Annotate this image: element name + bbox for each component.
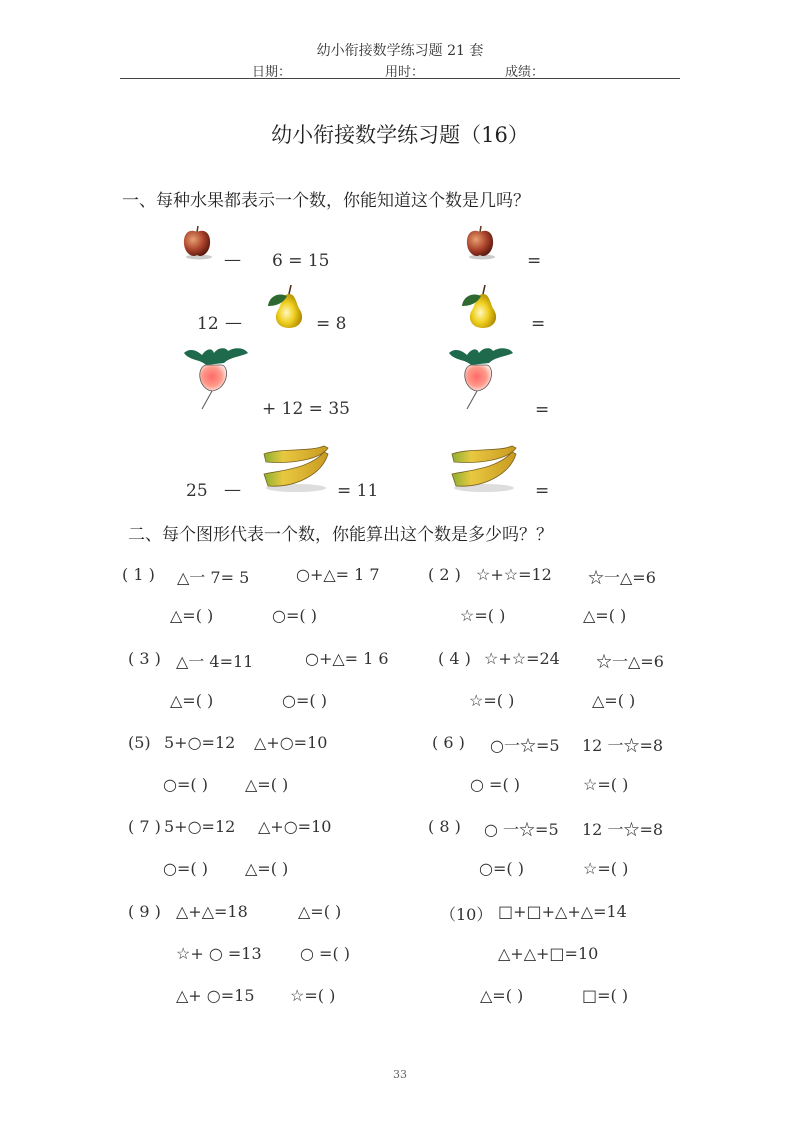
problem9-eq2: ☆+ ○ =13 [176,944,262,963]
series-title: 幼小衔接数学练习题 21 套 [316,43,484,59]
problem9-number: ( 9 ) [128,902,161,921]
problem6-answer1: ○ =( ) [470,775,521,794]
problem10-answer1: △=( ) [480,986,524,1005]
problem2-answer2: △=( ) [583,606,627,625]
problem7-number: ( 7 ) [128,817,161,836]
section1-heading: 一、每种水果都表示一个数，你能知道这个数是几吗？ [122,191,530,211]
row1-answer: = [527,251,542,271]
problem2-answer1: ☆=( ) [460,606,506,625]
problem7-eq1: 5+○=12 [164,817,236,836]
problem8-number: ( 8 ) [428,817,461,836]
problem4-answer1: ☆=( ) [469,691,515,710]
problem5-answer2: △=( ) [245,775,289,794]
problem2-number: ( 2 ) [428,565,461,584]
problem4-number: ( 4 ) [438,649,471,668]
problem7-answer1: ○=( ) [163,859,208,878]
problem9-eq1: △+△=18 [176,902,248,921]
problem6-answer2: ☆=( ) [583,775,629,794]
row2-answer: = [531,314,546,334]
problem8-eq1: ○ 一☆=5 [484,820,559,839]
problem2-eq2: ☆一△=6 [588,568,656,587]
date-label: 日期： [252,65,292,80]
problem1-answer1: △=( ) [170,606,214,625]
problem10-eq2: △+△+□=10 [498,944,599,963]
page-title: 幼小衔接数学练习题（16） [271,123,529,147]
row4-left-number: 25 [186,481,208,501]
problem10-answer2: □=( ) [582,986,629,1005]
pear-icon [459,282,499,330]
problem4-eq2: ☆一△=6 [596,652,664,671]
problem1-answer2: ○=( ) [272,606,317,625]
problem3-eq2: ○+△= 1 6 [305,649,389,668]
header-divider [120,78,680,79]
pear-icon [265,282,305,330]
row3-equation: + 12 = 35 [262,399,350,419]
problem8-eq2: 12 一☆=8 [582,820,664,839]
problem9-answer1: △=( ) [298,902,342,921]
radish-icon [441,345,517,415]
problem10-eq1: □+□+△+△=14 [498,902,627,921]
problem3-eq1: △一 4=11 [176,652,254,671]
problem7-answer2: △=( ) [245,859,289,878]
row4-equation: = 11 [337,481,379,501]
problem4-eq1: ☆+☆=24 [484,649,560,668]
row2-left-number: 12 [197,314,219,334]
banana-icon [448,442,520,494]
problem4-answer2: △=( ) [592,691,636,710]
row4-operator: — [224,480,241,500]
problem3-number: ( 3 ) [128,649,161,668]
problem9-eq3: △+ ○=15 [176,986,255,1005]
row4-answer: = [535,481,550,501]
radish-icon [176,345,252,415]
apple-icon [181,224,213,260]
problem8-answer1: ○=( ) [479,859,524,878]
problem1-eq2: ○+△= 1 7 [296,565,380,584]
problem1-number: ( 1 ) [122,565,155,584]
row1-operator: — [224,250,241,270]
problem2-eq1: ☆+☆=12 [476,565,552,584]
apple-icon [464,224,496,260]
page-number: 33 [393,1068,407,1081]
problem8-answer2: ☆=( ) [583,859,629,878]
problem1-eq1: △一 7= 5 [177,568,250,587]
problem9-answer3: ☆=( ) [290,986,336,1005]
problem10-number: （10） [440,905,493,924]
problem5-answer1: ○=( ) [163,775,208,794]
problem3-answer2: ○=( ) [282,691,327,710]
row3-answer: = [535,400,550,420]
score-label: 成绩： [505,65,545,80]
row1-equation: 6 = 15 [272,251,330,271]
row2-operator: — [225,313,242,333]
banana-icon [260,442,332,494]
time-label: 用时： [385,65,425,80]
problem3-answer1: △=( ) [170,691,214,710]
problem7-eq2: △+○=10 [258,817,332,836]
problem5-eq1: 5+○=12 [164,733,236,752]
problem6-eq2: 12 一☆=8 [582,736,664,755]
row2-equation: = 8 [316,314,347,334]
problem6-number: ( 6 ) [432,733,465,752]
problem5-number: (5) [128,733,151,752]
problem5-eq2: △+○=10 [254,733,328,752]
section2-heading: 二、每个图形代表一个数，你能算出这个数是多少吗？？ [128,525,553,545]
problem9-answer2: ○ =( ) [300,944,351,963]
problem6-eq1: ○一☆=5 [490,736,560,755]
